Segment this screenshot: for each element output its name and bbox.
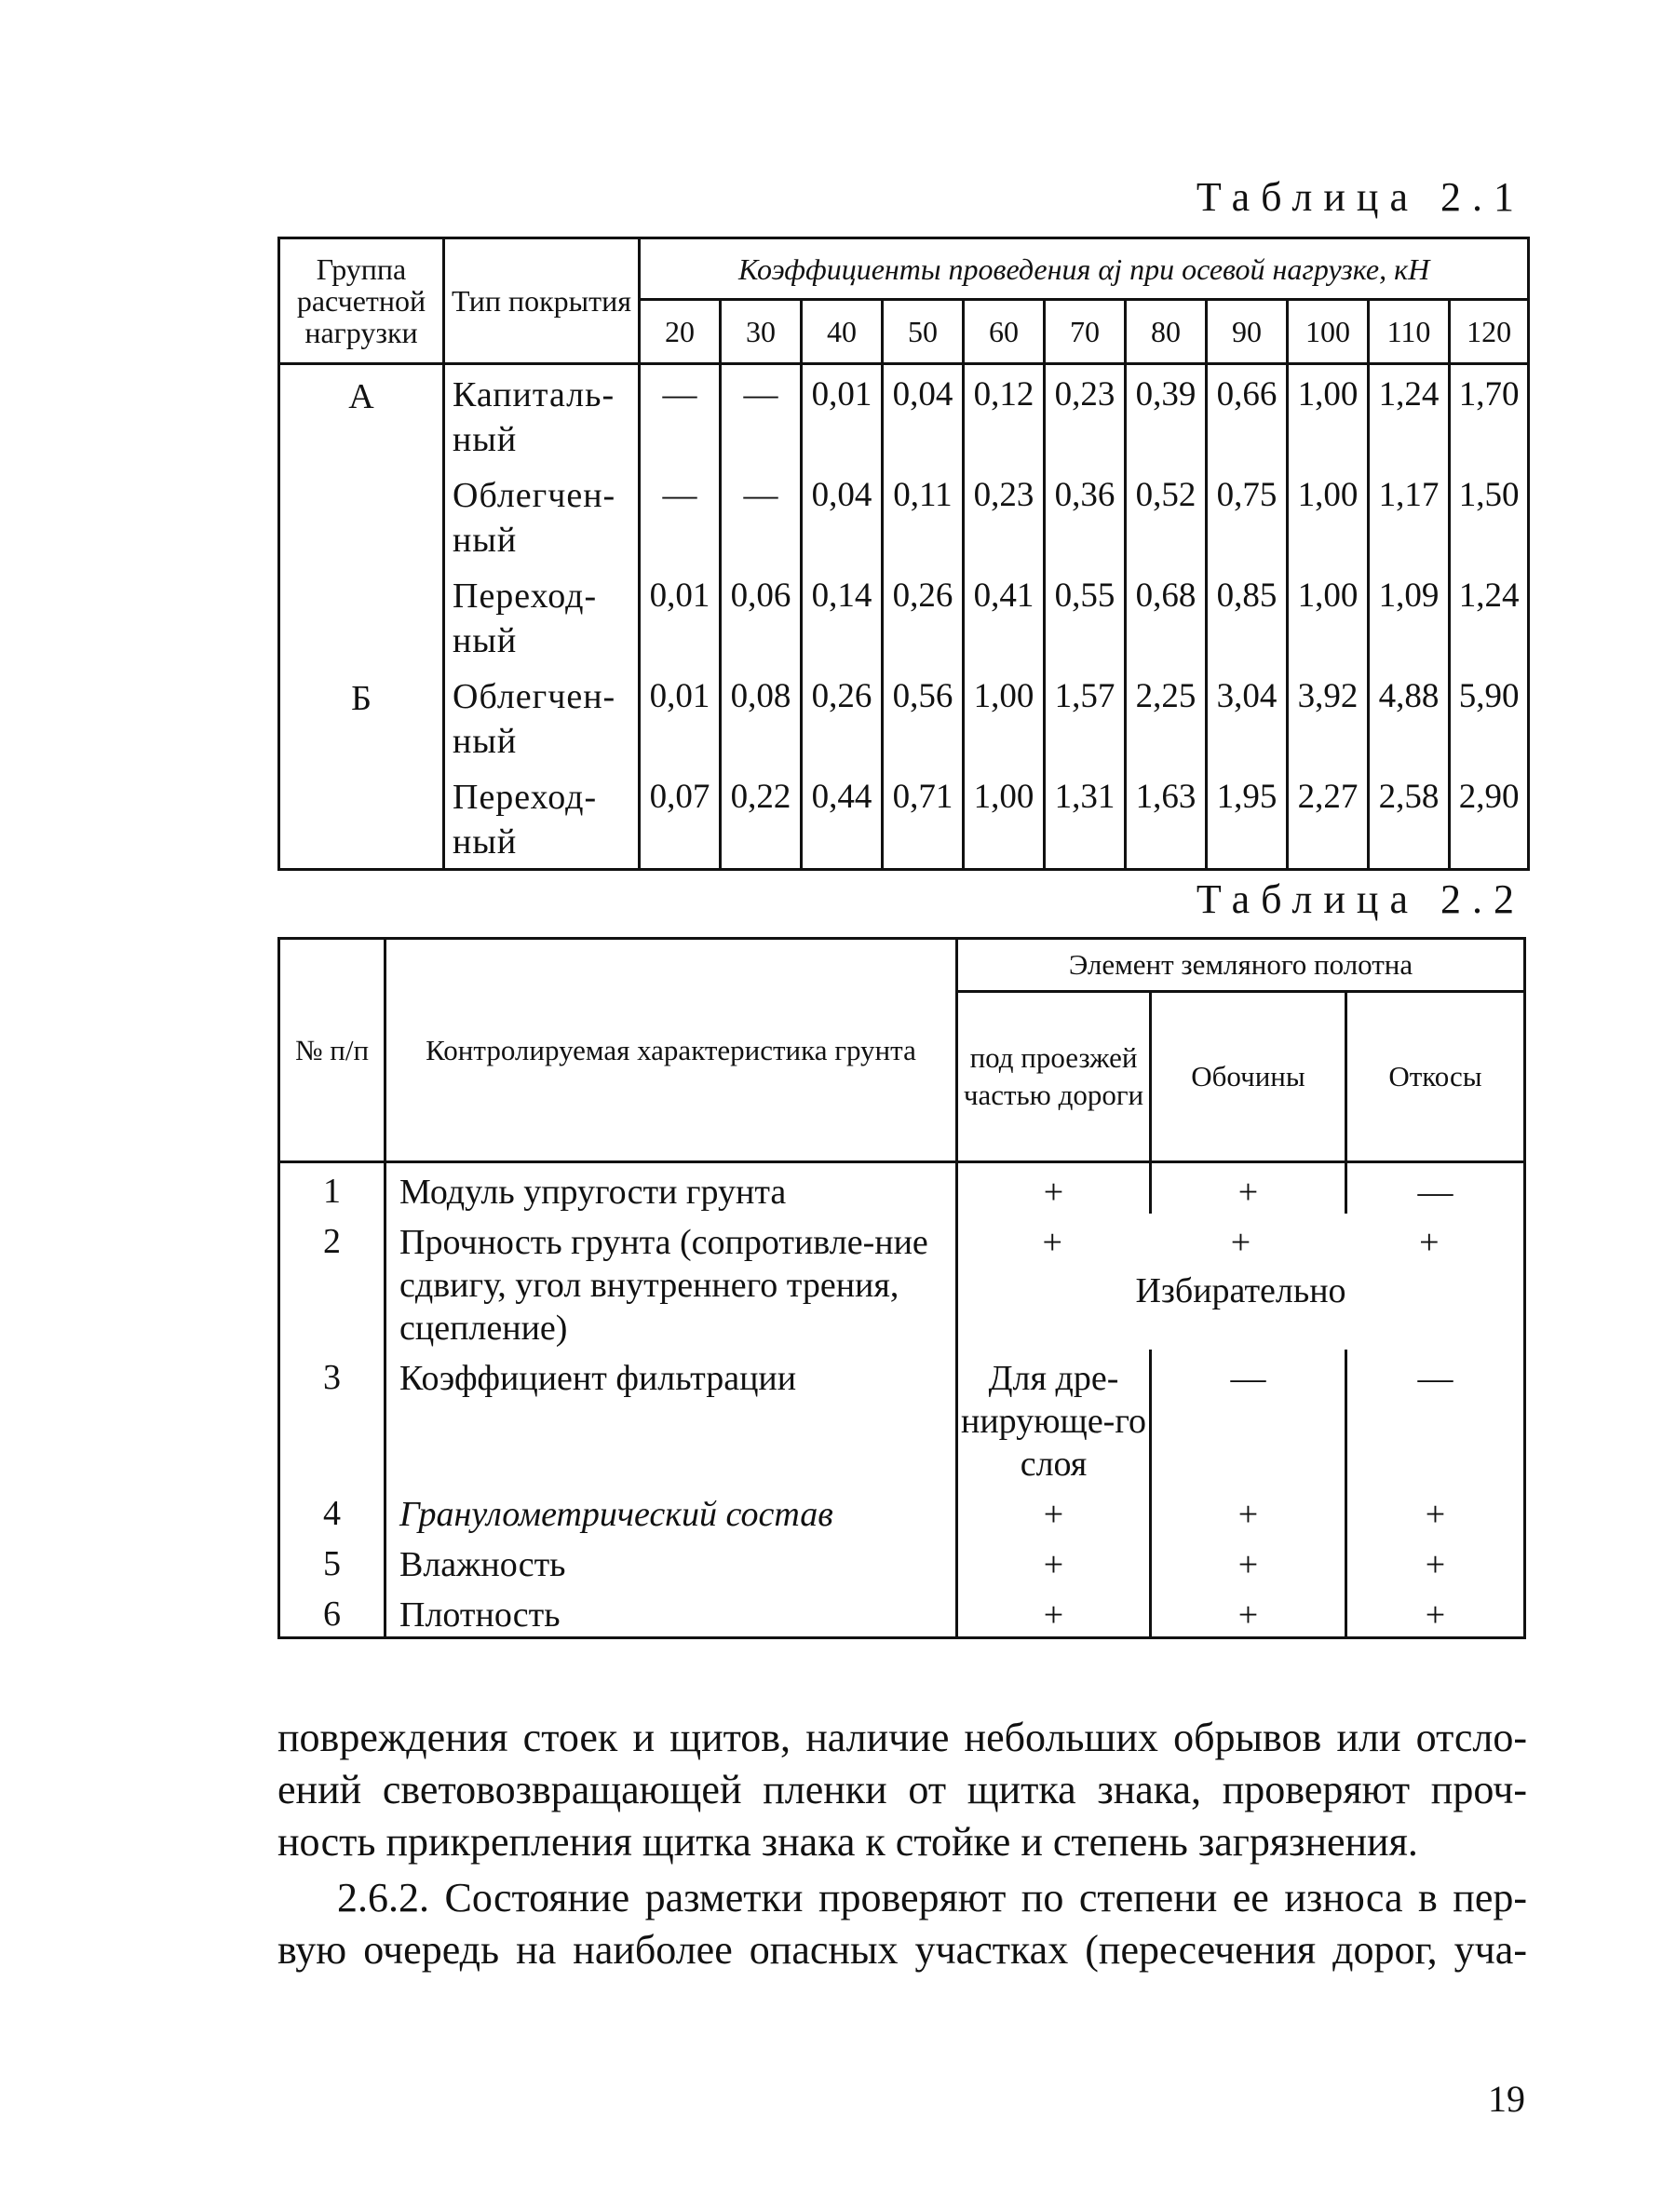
coefficient-cell: 1,00 — [964, 767, 1045, 870]
coefficient-cell: 1,70 — [1450, 364, 1529, 467]
table-2-1-body — [279, 364, 1529, 870]
coefficient-cell: 2,90 — [1450, 767, 1529, 870]
coefficient-cell: 0,66 — [1207, 364, 1288, 467]
coefficient-cell: 0,04 — [883, 364, 964, 467]
coefficient-cell: 0,01 — [802, 364, 883, 467]
characteristic-cell: Модуль упругости грунта — [385, 1162, 957, 1215]
table-2-2-body — [279, 1162, 1525, 1638]
header-load-cell: 50 — [883, 300, 964, 364]
coefficient-cell: 0,08 — [721, 667, 802, 767]
characteristic-cell: Влажность — [385, 1536, 957, 1586]
shoulders-mark-cell: — — [1151, 1350, 1346, 1486]
header-load-cell: 40 — [802, 300, 883, 364]
group-cell: А — [279, 364, 444, 467]
header-road: под проезжей частью дороги — [957, 992, 1151, 1162]
pavement-type-cell: Облегчен-ный — [444, 466, 640, 566]
coefficient-cell: 0,71 — [883, 767, 964, 870]
marks-row — [958, 1221, 1523, 1264]
row-number-cell: 4 — [279, 1486, 385, 1536]
coefficient-cell: 0,26 — [802, 667, 883, 767]
row-number-cell: 6 — [279, 1586, 385, 1638]
row-number-cell: 3 — [279, 1350, 385, 1486]
coefficient-cell: 1,00 — [964, 667, 1045, 767]
header-group: Группа расчетной нагрузки — [279, 238, 444, 364]
road-mark-cell: + — [957, 1486, 1151, 1536]
road-mark: + — [1042, 1223, 1062, 1262]
row-number-cell: 1 — [279, 1162, 385, 1215]
table-row — [279, 566, 1529, 667]
header-load-cell: 60 — [964, 300, 1045, 364]
coefficient-cell: 1,17 — [1369, 466, 1450, 566]
table-2-1 — [277, 237, 1530, 871]
slopes-mark-cell: + — [1346, 1586, 1525, 1638]
header-load-cell: 20 — [640, 300, 721, 364]
table-2-1-caption: Таблица 2.1 — [1196, 174, 1525, 220]
header-load-cell: 120 — [1450, 300, 1529, 364]
slopes-mark: + — [1419, 1223, 1440, 1262]
characteristic-cell: Гранулометрический состав — [385, 1486, 957, 1536]
slopes-mark-cell: — — [1346, 1350, 1525, 1486]
pavement-type-cell: Капиталь-ный — [444, 364, 640, 467]
coefficient-cell: 0,04 — [802, 466, 883, 566]
coefficient-cell: 0,39 — [1126, 364, 1207, 467]
coefficient-cell: 1,09 — [1369, 566, 1450, 667]
slopes-mark-cell: — — [1346, 1162, 1525, 1215]
coefficient-cell: 0,12 — [964, 364, 1045, 467]
coefficient-cell: 1,00 — [1288, 566, 1369, 667]
group-cell: Б — [279, 667, 444, 767]
row-number-cell: 5 — [279, 1536, 385, 1586]
table-row — [279, 667, 1529, 767]
group-cell — [279, 466, 444, 566]
table-2-2-caption: Таблица 2.2 — [1196, 876, 1525, 922]
coefficient-cell: 1,00 — [1288, 466, 1369, 566]
header-slopes: Откосы — [1346, 992, 1525, 1162]
road-mark-cell: + — [957, 1586, 1151, 1638]
coefficient-cell: — — [721, 466, 802, 566]
coefficient-cell: 1,31 — [1045, 767, 1126, 870]
coefficient-cell: 0,06 — [721, 566, 802, 667]
header-coefficients: Коэффициенты проведения αj при осевой нагрузке, кН — [640, 238, 1529, 300]
coefficient-cell: 0,22 — [721, 767, 802, 870]
header-characteristic: Контролируемая характеристика грунта — [385, 939, 957, 1162]
header-load-cell: 70 — [1045, 300, 1126, 364]
shoulders-mark-cell: + — [1151, 1162, 1346, 1215]
table-row — [279, 1214, 1525, 1350]
road-mark-cell: Для дре-нирующе-го слоя — [957, 1350, 1151, 1486]
table-row — [279, 364, 1529, 467]
text-line: 2.6.2. Состояние разметки проверяют по степени ее износа в пер- — [337, 1875, 1527, 1920]
table-row — [279, 767, 1529, 870]
header-load-cell: 100 — [1288, 300, 1369, 364]
text-line: ность прикрепления щитка знака к стойке и степень загрязнения. — [277, 1819, 1418, 1865]
selective-note: Избирательно — [1135, 1271, 1346, 1310]
coefficient-cell: 1,50 — [1450, 466, 1529, 566]
table-row — [279, 466, 1529, 566]
coefficient-cell: 0,68 — [1126, 566, 1207, 667]
coefficient-cell: 0,01 — [640, 667, 721, 767]
coefficient-cell: 0,52 — [1126, 466, 1207, 566]
coefficient-cell: 4,88 — [1369, 667, 1450, 767]
group-cell — [279, 767, 444, 870]
coefficient-cell: — — [640, 466, 721, 566]
header-load-cell: 90 — [1207, 300, 1288, 364]
header-type: Тип покрытия — [444, 238, 640, 364]
pavement-type-cell: Облегчен-ный — [444, 667, 640, 767]
coefficient-cell: 0,85 — [1207, 566, 1288, 667]
header-shoulders: Обочины — [1151, 992, 1346, 1162]
table-2-2 — [277, 937, 1526, 1639]
shoulders-mark-cell: + — [1151, 1586, 1346, 1638]
coefficient-cell: 5,90 — [1450, 667, 1529, 767]
coefficient-cell: 0,14 — [802, 566, 883, 667]
coefficient-cell: 2,27 — [1288, 767, 1369, 870]
coefficient-cell: 1,00 — [1288, 364, 1369, 467]
row-number-cell: 2 — [279, 1214, 385, 1350]
slopes-mark-cell: + — [1346, 1536, 1525, 1586]
coefficient-cell: 0,44 — [802, 767, 883, 870]
coefficient-cell: 0,01 — [640, 566, 721, 667]
coefficient-cell: 0,56 — [883, 667, 964, 767]
table-row — [279, 1586, 1525, 1638]
coefficient-cell: 1,24 — [1369, 364, 1450, 467]
shoulders-mark-cell: + — [1151, 1486, 1346, 1536]
header-load-cell: 110 — [1369, 300, 1450, 364]
table-row — [279, 1350, 1525, 1486]
coefficient-cell: 3,04 — [1207, 667, 1288, 767]
coefficient-cell: 0,23 — [1045, 364, 1126, 467]
coefficient-cell: 1,57 — [1045, 667, 1126, 767]
coefficient-cell: 0,41 — [964, 566, 1045, 667]
coefficient-cell: 0,75 — [1207, 466, 1288, 566]
slopes-mark-cell: + — [1346, 1486, 1525, 1536]
coefficient-cell: 1,63 — [1126, 767, 1207, 870]
body-paragraph-1 — [277, 1712, 1527, 1868]
coefficient-cell: 1,95 — [1207, 767, 1288, 870]
header-load-cell: 30 — [721, 300, 802, 364]
road-mark-cell: + — [957, 1162, 1151, 1215]
header-element: Элемент земляного полотна — [957, 939, 1525, 992]
table-row — [279, 1162, 1525, 1215]
text-line: вую очередь на наиболее опасных участках (пересечения дорог, уча- — [277, 1927, 1527, 1973]
table-row — [279, 1536, 1525, 1586]
characteristic-cell: Плотность — [385, 1586, 957, 1638]
pavement-type-cell: Переход-ный — [444, 767, 640, 870]
characteristic-cell: Прочность грунта (сопротивле-ние сдвигу, угол внутреннего трения, сцепление) — [385, 1214, 957, 1350]
header-number: № п/п — [279, 939, 385, 1162]
pavement-type-cell: Переход-ный — [444, 566, 640, 667]
coefficient-cell: 0,23 — [964, 466, 1045, 566]
header-load-cell: 80 — [1126, 300, 1207, 364]
coefficient-cell: 3,92 — [1288, 667, 1369, 767]
coefficient-cell: 1,24 — [1450, 566, 1529, 667]
coefficient-cell: 2,58 — [1369, 767, 1450, 870]
shoulders-mark-cell: + — [1151, 1536, 1346, 1586]
merged-selective-cell — [957, 1214, 1525, 1350]
coefficient-cell: — — [721, 364, 802, 467]
coefficient-cell: 0,11 — [883, 466, 964, 566]
coefficient-cell: 2,25 — [1126, 667, 1207, 767]
characteristic-cell: Коэффициент фильтрации — [385, 1350, 957, 1486]
text-line: повреждения стоек и щитов, наличие небольших обрывов или отсло- — [277, 1715, 1527, 1760]
text-line: ений световозвращающей пленки от щитка знака, проверяют проч- — [277, 1767, 1527, 1812]
group-cell — [279, 566, 444, 667]
body-paragraph-2 — [277, 1872, 1527, 1976]
coefficient-cell: 0,26 — [883, 566, 964, 667]
shoulders-mark: + — [1230, 1223, 1251, 1262]
coefficient-cell: 0,36 — [1045, 466, 1126, 566]
coefficient-cell: 0,55 — [1045, 566, 1126, 667]
page-number: 19 — [1488, 2078, 1525, 2120]
coefficient-cell: 0,07 — [640, 767, 721, 870]
table-row — [279, 1486, 1525, 1536]
coefficient-cell: — — [640, 364, 721, 467]
road-mark-cell: + — [957, 1536, 1151, 1586]
